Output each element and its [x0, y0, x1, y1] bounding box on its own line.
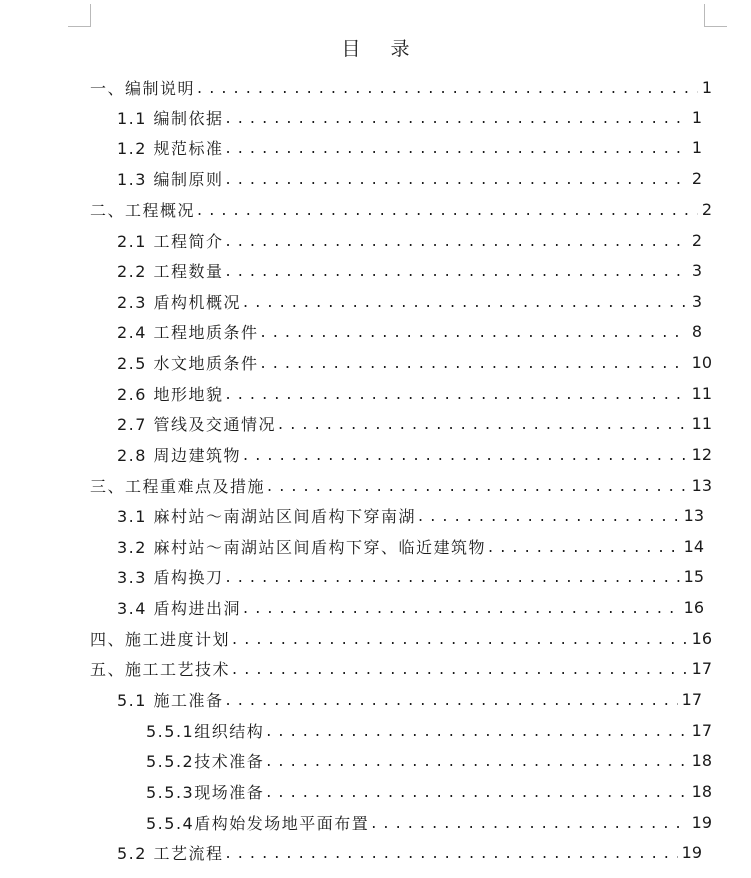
- toc-entry-text: 2.6 地形地貌: [117, 384, 224, 404]
- toc-dot-leader: [226, 169, 688, 188]
- toc-entry[interactable]: [146, 745, 712, 775]
- toc-entry[interactable]: [117, 132, 702, 162]
- toc-page-number: 2: [701, 199, 712, 219]
- toc-page-number: 18: [691, 750, 712, 770]
- toc-entry[interactable]: [117, 408, 712, 438]
- toc-entry-text: 5.1 施工准备: [117, 690, 224, 710]
- toc-page-number: 2: [691, 168, 702, 188]
- toc-page-number: 17: [681, 689, 702, 709]
- toc-dot-leader: [243, 445, 688, 464]
- toc-page-number: 17: [691, 720, 712, 740]
- toc-dot-leader: [243, 598, 680, 617]
- toc-entry-text: 1.3 编制原则: [117, 169, 224, 189]
- toc-entry[interactable]: [146, 807, 712, 837]
- toc-entry[interactable]: [117, 684, 702, 714]
- toc-entry-text: 5.5.1组织结构: [146, 721, 265, 741]
- toc-entry[interactable]: [117, 102, 702, 132]
- toc-entry-text: 三、工程重难点及措施: [90, 476, 266, 496]
- toc-page-number: 11: [691, 413, 712, 433]
- toc-dot-leader: [266, 751, 687, 770]
- toc-entry[interactable]: [117, 378, 712, 408]
- toc-entry[interactable]: [117, 561, 704, 591]
- toc-dot-leader: [226, 567, 680, 586]
- toc-entry-text: 2.3 盾构机概况: [117, 292, 242, 312]
- toc-dot-leader: [267, 476, 688, 495]
- toc-entry-text: 3.3 盾构换刀: [117, 567, 224, 587]
- toc-page-number: 13: [683, 505, 704, 525]
- toc-entry-text: 2.7 管线及交通情况: [117, 414, 277, 434]
- toc-entry[interactable]: [90, 653, 712, 683]
- toc-entry-text: 1.2 规范标准: [117, 138, 224, 158]
- toc-page-number: 18: [691, 781, 712, 801]
- toc-entry[interactable]: [146, 776, 712, 806]
- toc-dot-leader: [226, 231, 688, 250]
- toc-page-number: 8: [691, 321, 702, 341]
- toc-page-number: 2: [691, 230, 702, 250]
- toc-entry-text: 2.2 工程数量: [117, 261, 224, 281]
- toc-entry-text: 2.1 工程简介: [117, 231, 224, 251]
- toc-entry[interactable]: [117, 163, 702, 193]
- toc-dot-leader: [371, 813, 687, 832]
- toc-entry-text: 二、工程概况: [90, 200, 196, 220]
- toc-page-number: 17: [691, 658, 712, 678]
- toc-entry[interactable]: [117, 837, 702, 867]
- toc-entry-text: 3.4 盾构进出洞: [117, 598, 242, 618]
- toc-dot-leader: [261, 353, 688, 372]
- toc-page-number: 3: [691, 291, 702, 311]
- toc-entry[interactable]: [117, 347, 712, 377]
- toc-page-number: 1: [691, 107, 702, 127]
- toc-entry[interactable]: [90, 623, 712, 653]
- page-corner-mark-left: [68, 4, 91, 27]
- toc-entry[interactable]: [117, 286, 702, 316]
- toc-entry[interactable]: [117, 316, 702, 346]
- toc-dot-leader: [226, 108, 688, 127]
- toc-page-number: 16: [691, 628, 712, 648]
- toc-page-number: 1: [691, 137, 702, 157]
- toc-entry-text: 3.2 麻村站～南湖站区间盾构下穿、临近建筑物: [117, 537, 487, 557]
- toc-title: 目 录: [341, 38, 422, 60]
- toc-page-number: 12: [691, 444, 712, 464]
- toc-dot-leader: [197, 78, 698, 97]
- toc-page-number: 16: [683, 597, 704, 617]
- toc-entry[interactable]: [117, 439, 712, 469]
- toc-entry[interactable]: [117, 500, 704, 530]
- toc-page-number: 14: [683, 536, 704, 556]
- toc-entry[interactable]: [117, 225, 702, 255]
- toc-page-number: 11: [691, 383, 712, 403]
- toc-entry[interactable]: [117, 592, 704, 622]
- toc-entry[interactable]: [90, 470, 712, 500]
- page-corner-mark-right: [704, 4, 727, 27]
- toc-entry-cut-off: [146, 866, 326, 878]
- toc-entry-text: 一、编制说明: [90, 78, 196, 98]
- toc-entry[interactable]: [117, 255, 702, 285]
- toc-dot-leader: [418, 506, 680, 525]
- toc-entry[interactable]: [90, 194, 712, 224]
- toc-entry-text: 2.8 周边建筑物: [117, 445, 242, 465]
- toc-entry-text: 2.4 工程地质条件: [117, 322, 259, 342]
- toc-entry-text: 5.2 工艺流程: [117, 843, 224, 863]
- toc-entry-text: 5.5.4盾构始发场地平面布置: [146, 813, 370, 833]
- toc-entry-text: 五、施工工艺技术: [90, 659, 231, 679]
- toc-dot-leader: [226, 261, 688, 280]
- toc-dot-leader: [488, 537, 680, 556]
- toc-page-number: 15: [683, 566, 704, 586]
- toc-dot-leader: [226, 690, 678, 709]
- toc-page-number: 3: [691, 260, 702, 280]
- toc-dot-leader: [261, 322, 688, 341]
- toc-dot-leader: [278, 414, 688, 433]
- toc-page-number: 10: [691, 352, 712, 372]
- toc-page-number: 19: [681, 842, 702, 862]
- toc-page-number: 13: [691, 475, 712, 495]
- toc-entry-text: 1.1 编制依据: [117, 108, 224, 128]
- toc-entry-text: 四、施工进度计划: [90, 629, 231, 649]
- toc-entry-text: 3.1 麻村站～南湖站区间盾构下穿南湖: [117, 506, 417, 526]
- toc-page-number: 1: [701, 77, 712, 97]
- toc-dot-leader: [226, 843, 678, 862]
- toc-dot-leader: [232, 629, 688, 648]
- toc-page-number: 19: [691, 812, 712, 832]
- toc-entry[interactable]: [90, 72, 712, 102]
- toc-dot-leader: [266, 721, 687, 740]
- toc-entry[interactable]: [146, 715, 712, 745]
- toc-entry[interactable]: [117, 531, 704, 561]
- toc-dot-leader: [197, 200, 698, 219]
- toc-dot-leader: [243, 292, 688, 311]
- toc-dot-leader: [226, 384, 688, 403]
- toc-dot-leader: [266, 782, 687, 801]
- toc-entry-text: 5.5.3现场准备: [146, 782, 265, 802]
- toc-entry-text: 5.5.2技术准备: [146, 751, 265, 771]
- toc-dot-leader: [226, 138, 688, 157]
- toc-entry-text: 2.5 水文地质条件: [117, 353, 259, 373]
- toc-dot-leader: [232, 659, 688, 678]
